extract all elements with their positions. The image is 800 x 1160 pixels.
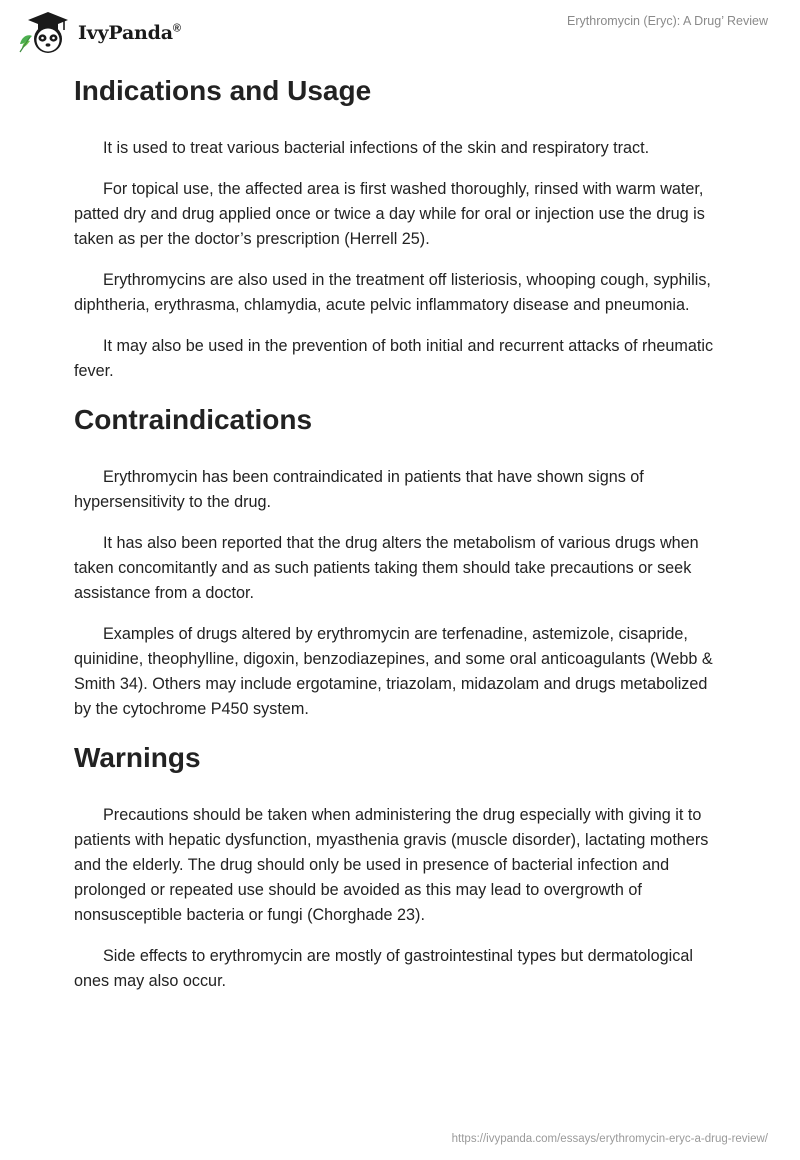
paragraph: Examples of drugs altered by erythromycin are terfenadine, astemizole, cisapride, quinidine, theophylline, digoxin, benzodiazepines, and some oral anticoagulants (Webb & Smith 34). Others may include ergotamine, triazolam, midazolam and drugs metabolized by the cytochrome P450 system. [74,625,713,718]
section-contraindications [74,400,726,722]
paragraph: Side effects to erythromycin are mostly of gastrointestinal types but dermatological ones may also occur. [74,947,693,990]
paragraph: It has also been reported that the drug alters the metabolism of various drugs when taken concomitantly and as such patients taking them should take precautions or seek assistance from a doctor. [74,534,699,602]
paragraph: For topical use, the affected area is first washed thoroughly, rinsed with warm water, patted dry and drug applied once or twice a day while for oral or injection use the drug is taken as per the doctor’s prescription (Herrell 25). [74,180,705,248]
paragraph: It may also be used in the prevention of both initial and recurrent attacks of rheumatic fever. [74,337,714,380]
document-title: Erythromycin (Eryc): A Drug’ Review [567,14,768,28]
section-heading: Contraindications [74,404,313,435]
section-indications [74,71,726,384]
page-header [0,0,800,64]
panda-logo-icon [16,8,76,56]
logo-text: IvyPanda® [78,22,181,44]
paragraph: It is used to treat various bacterial infections of the skin and respiratory tract. [103,139,650,157]
ivypanda-logo[interactable] [16,8,181,56]
paragraph: Erythromycin has been contraindicated in patients that have shown signs of hypersensitivity to the drug. [74,468,644,511]
section-heading: Warnings [74,742,201,773]
section-heading: Indications and Usage [74,75,372,106]
paragraph: Precautions should be taken when administering the drug especially with giving it to patients with hepatic dysfunction, myasthenia gravis (muscle disorder), lactating mothers and the elderly. The drug should only be used in presence of bacterial infection and prolonged or repeated use should be avoided as this may lead to overgrowth of nonsusceptible bacteria or fungi (Chorghade 23). [74,806,709,924]
section-warnings [74,738,726,994]
article-body [74,71,726,1010]
source-url-link[interactable]: https://ivypanda.com/essays/erythromycin-eryc-a-drug-review/ [451,1133,768,1145]
paragraph: Erythromycins are also used in the treatment off listeriosis, whooping cough, syphilis, diphtheria, erythrasma, chlamydia, acute pelvic inflammatory disease and pneumonia. [74,271,711,314]
